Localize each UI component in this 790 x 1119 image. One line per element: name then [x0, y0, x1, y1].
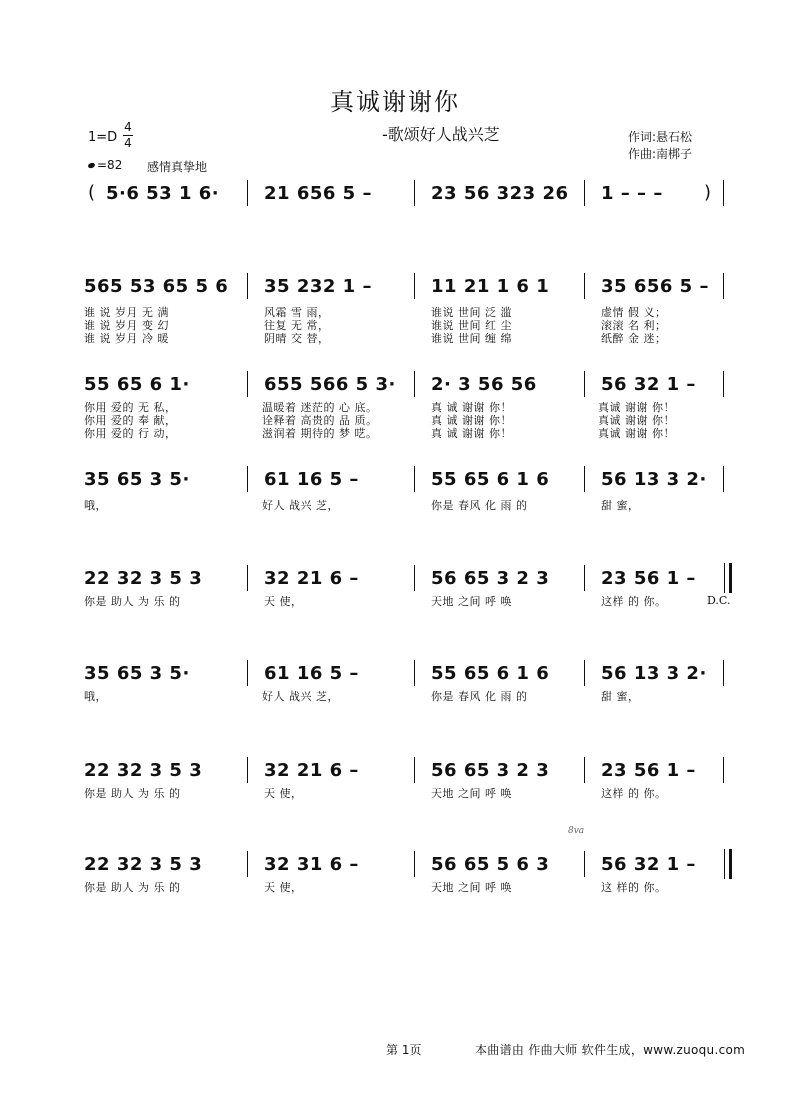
measure: 23 56 1 –: [601, 760, 696, 781]
song-subtitle: -歌颂好人战兴芝: [382, 125, 500, 144]
measure: 56 65 3 2 3: [431, 760, 550, 781]
measure: 35 232 1 –: [264, 276, 372, 297]
lyric: 哦，: [84, 690, 107, 703]
expression-marking: 感情真挚地: [147, 160, 208, 174]
lyric: 这样 的 你。: [601, 787, 667, 800]
lyric: 真 诚 谢谢 你！: [431, 427, 512, 440]
lyric: 你是 春风 化 雨 的: [431, 499, 528, 512]
lyricist-credit: 作词:悬石松: [628, 130, 693, 144]
bar-line: [584, 565, 585, 591]
lyric: 天 使，: [264, 595, 303, 608]
lyric: 天地 之间 呼 唤: [431, 881, 512, 894]
time-signature-top: 4: [124, 120, 132, 134]
bar-line: [584, 273, 585, 299]
lyric: 谁说 世间 红 尘: [431, 319, 512, 332]
lyric: 谁说 世间 缠 绵: [431, 332, 512, 345]
generator-credit: 本曲谱由 作曲大师 软件生成，www.zuoqu.com: [475, 1043, 746, 1057]
bar-line: [584, 851, 585, 877]
lyric: 你是 助人 为 乐 的: [84, 881, 181, 894]
lyric: 甜 蜜，: [601, 499, 640, 512]
measure: 5·6 53 1 6·: [106, 183, 220, 204]
measure: 61 16 5 –: [264, 469, 359, 490]
lyric: 天地 之间 呼 唤: [431, 787, 512, 800]
bar-line: [584, 466, 585, 492]
measure: 56 65 3 2 3: [431, 568, 550, 589]
measure: 11 21 1 6 1: [431, 276, 550, 297]
bar-line: [723, 466, 724, 492]
lyric: 好人 战兴 芝，: [262, 499, 339, 512]
measure: 21 656 5 –: [264, 183, 372, 204]
tempo-marking: [88, 158, 122, 172]
measure: 35 65 3 5·: [84, 469, 190, 490]
lyric: 滚滚 名 利；: [601, 319, 667, 332]
lyric: 哦，: [84, 499, 107, 512]
bar-line: [584, 371, 585, 397]
bar-line: [414, 371, 415, 397]
measure: 32 21 6 –: [264, 568, 359, 589]
bar-line: [247, 851, 248, 877]
final-bar-thin: [724, 849, 725, 879]
measure: 56 32 1 –: [601, 374, 696, 395]
lyric: 你是 助人 为 乐 的: [84, 595, 181, 608]
lyric: 天地 之间 呼 唤: [431, 595, 512, 608]
quarter-note-icon: [87, 162, 95, 169]
measure: 55 65 6 1 6: [431, 663, 550, 684]
measure: 56 32 1 –: [601, 854, 696, 875]
lyric: 真诚 谢谢 你！: [598, 401, 675, 414]
lyric: 纸醉 金 迷；: [601, 332, 667, 345]
lyric: 虚情 假 义；: [601, 306, 667, 319]
bar-line: [247, 757, 248, 783]
bar-line: [414, 565, 415, 591]
final-bar-thin: [724, 563, 725, 593]
lyric: 滋润着 期待的 梦 呓。: [262, 427, 378, 440]
bar-line: [247, 180, 248, 206]
measure: 56 13 3 2·: [601, 469, 707, 490]
bar-line: [723, 757, 724, 783]
bar-line: [247, 273, 248, 299]
lyric: 真诚 谢谢 你！: [598, 414, 675, 427]
measure: 23 56 323 26: [431, 183, 569, 204]
measure: 2· 3 56 56: [431, 374, 537, 395]
lyric: 温暖着 迷茫的 心 底。: [262, 401, 378, 414]
bar-line: [414, 466, 415, 492]
measure: 23 56 1 –: [601, 568, 696, 589]
page-number: 第 1页: [386, 1043, 422, 1057]
final-bar-thick: [729, 849, 732, 879]
measure: 32 31 6 –: [264, 854, 359, 875]
lyric: 谁说 世间 泛 滥: [431, 306, 512, 319]
bar-line: [414, 180, 415, 206]
time-signature-bottom: 4: [124, 136, 132, 150]
da-capo-marking: D.C.: [707, 594, 731, 607]
measure: 35 656 5 –: [601, 276, 709, 297]
tempo-value: =82: [97, 158, 123, 172]
bar-line: [247, 660, 248, 686]
bar-line: [723, 273, 724, 299]
measure: 655 566 5 3·: [264, 374, 396, 395]
bar-line: [723, 180, 724, 206]
lyric: 你用 爱的 行 动，: [84, 427, 177, 440]
bar-line: [247, 466, 248, 492]
bar-line: [584, 757, 585, 783]
measure: 35 65 3 5·: [84, 663, 190, 684]
lyric: 甜 蜜，: [601, 690, 640, 703]
measure: 32 21 6 –: [264, 760, 359, 781]
lyric: 真诚 谢谢 你！: [598, 427, 675, 440]
ottava-marking: 8va: [568, 826, 585, 836]
lyric: 诠释着 高贵的 品 质。: [262, 414, 378, 427]
measure: 61 16 5 –: [264, 663, 359, 684]
measure: 56 13 3 2·: [601, 663, 707, 684]
lyric: 这样 的 你。: [601, 595, 667, 608]
bar-line: [414, 273, 415, 299]
measure: 22 32 3 5 3: [84, 854, 203, 875]
measure: 22 32 3 5 3: [84, 568, 203, 589]
lyric: 你是 春风 化 雨 的: [431, 690, 528, 703]
lyric: 好人 战兴 芝，: [262, 690, 339, 703]
bar-line: [723, 660, 724, 686]
measure: 55 65 6 1 6: [431, 469, 550, 490]
lyric: 这 样的 你。: [601, 881, 667, 894]
song-title: 真诚谢谢你: [330, 88, 460, 116]
time-signature: [120, 120, 136, 151]
bar-line: [723, 371, 724, 397]
repeat-close-paren: ): [704, 182, 712, 203]
bar-line: [247, 565, 248, 591]
bar-line: [414, 851, 415, 877]
lyric: 天 使，: [264, 881, 303, 894]
bar-line: [414, 757, 415, 783]
measure: 55 65 6 1·: [84, 374, 190, 395]
measure: 22 32 3 5 3: [84, 760, 203, 781]
lyric: 天 使，: [264, 787, 303, 800]
measure: 56 65 5 6 3: [431, 854, 550, 875]
measure: 1 – – –: [601, 183, 663, 204]
measure: 565 53 65 5 6: [84, 276, 229, 297]
bar-line: [414, 660, 415, 686]
bar-line: [584, 180, 585, 206]
lyric: 阴晴 交 替，: [264, 332, 330, 345]
bar-line: [584, 660, 585, 686]
lyric: 风霜 雪 雨，: [264, 306, 330, 319]
lyric: 你是 助人 为 乐 的: [84, 787, 181, 800]
lyric: 真 诚 谢谢 你！: [431, 401, 512, 414]
lyric: 谁 说 岁月 无 满: [84, 306, 169, 319]
lyric: 谁 说 岁月 变 幻: [84, 319, 169, 332]
final-bar-thick: [729, 563, 732, 593]
lyric: 往复 无 常，: [264, 319, 330, 332]
bar-line: [247, 371, 248, 397]
lyric: 你用 爱的 无 私，: [84, 401, 177, 414]
lyric: 你用 爱的 奉 献，: [84, 414, 177, 427]
lyric: 谁 说 岁月 冷 暖: [84, 332, 169, 345]
composer-credit: 作曲:南梆子: [628, 147, 693, 161]
lyric: 真 诚 谢谢 你！: [431, 414, 512, 427]
repeat-open-paren: (: [88, 182, 96, 203]
key-signature: 1=D: [88, 130, 118, 145]
